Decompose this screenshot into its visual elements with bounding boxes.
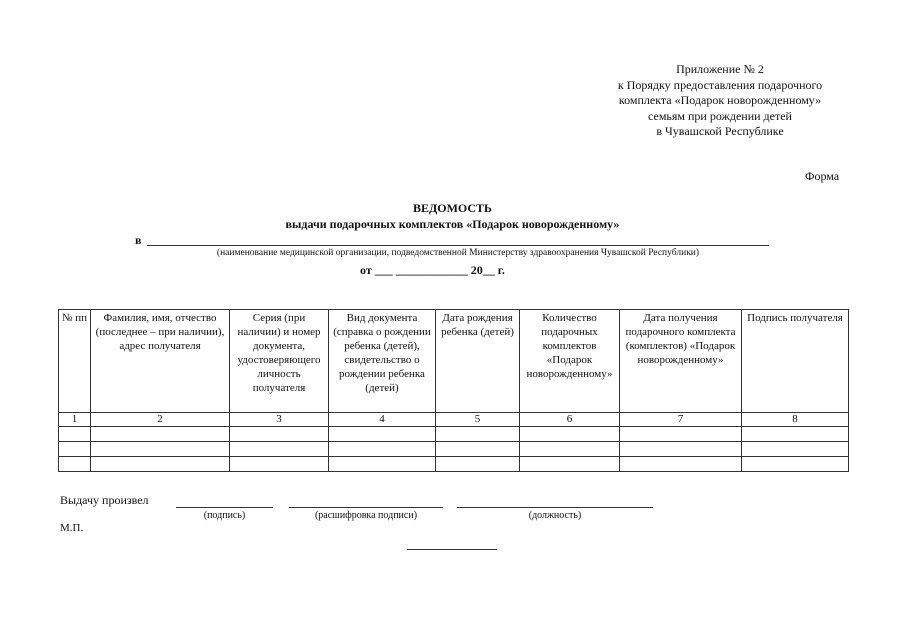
signature-decoding-caption: (расшифровка подписи) [314,510,418,521]
column-number: 7 [620,413,742,427]
appendix-line-4: семьям при рождении детей [648,108,792,123]
header-birth-date: Дата рождения ребенка (детей) [436,310,520,413]
column-number: 4 [329,413,436,427]
column-number: 6 [520,413,620,427]
column-number: 8 [742,413,849,427]
table-cell[interactable] [436,427,520,442]
form-label: Форма [805,169,840,183]
signature-decoding-line[interactable] [289,507,443,508]
table-column-numbers-row [59,413,849,427]
header-id-document: Серия (при наличии) и номер документа, удостоверяющего личность получателя [230,310,329,413]
table-cell[interactable] [742,427,849,442]
date-underline[interactable] [407,549,497,550]
table-header-row [59,310,849,413]
position-caption: (должность) [528,510,582,521]
table-cell[interactable] [230,427,329,442]
table-cell[interactable] [329,457,436,472]
column-number: 5 [436,413,520,427]
organization-field-line[interactable] [147,245,769,246]
table-cell[interactable] [436,442,520,457]
table-cell[interactable] [742,442,849,457]
header-receipt-date: Дата получения подарочного комплекта (комплектов) «Подарок новорожденному» [620,310,742,413]
table-cell[interactable] [91,427,230,442]
header-number: № пп [59,310,91,413]
appendix-line-1: Приложение № 2 [676,62,764,76]
table-cell[interactable] [520,427,620,442]
column-number: 3 [230,413,329,427]
signature-caption: (подпись) [203,510,246,521]
column-number: 1 [59,413,91,427]
table-row [59,442,849,457]
table-cell[interactable] [230,442,329,457]
table-cell[interactable] [329,442,436,457]
organization-caption: (наименование медицинской организации, подведомственной Министерству здравоохранения Чувашской Республики) [216,248,700,258]
header-signature: Подпись получателя [742,310,849,413]
table-cell[interactable] [329,427,436,442]
table-cell[interactable] [520,457,620,472]
column-number: 2 [91,413,230,427]
header-quantity: Количество подарочных комплектов «Подарок новорожденному» [520,310,620,413]
table-cell[interactable] [59,457,91,472]
table-row [59,457,849,472]
table-cell[interactable] [59,427,91,442]
stamp-label: М.П. [60,522,84,534]
vedomost-table [58,309,849,472]
position-line[interactable] [457,507,653,508]
table-cell[interactable] [742,457,849,472]
header-full-name: Фамилия, имя, отчество (последнее – при наличии), адрес получателя [91,310,230,413]
table-row [59,427,849,442]
table-cell[interactable] [59,442,91,457]
appendix-line-5: в Чувашской Республике [656,124,784,138]
table-cell[interactable] [91,442,230,457]
document-title: ВЕДОМОСТЬ [412,201,492,215]
issued-by-label: Выдачу произвел [60,493,149,507]
appendix-line-2: к Порядку предоставления подарочного [617,77,823,92]
table-cell[interactable] [436,457,520,472]
signature-line[interactable] [176,507,273,508]
in-prefix: в [135,233,142,247]
document-subtitle: выдачи подарочных комплектов «Подарок новорожденному» [285,217,620,231]
table-cell[interactable] [620,442,742,457]
table-cell[interactable] [230,457,329,472]
header-document-type: Вид документа (справка о рождении ребенка (детей), свидетельство о рождении ребенка (детей) [329,310,436,413]
table-cell[interactable] [620,457,742,472]
table-cell[interactable] [91,457,230,472]
table-cell[interactable] [620,427,742,442]
table-cell[interactable] [520,442,620,457]
appendix-line-3: комплекта «Подарок новорожденному» [618,93,822,107]
appendix-block [560,62,880,140]
date-line: от ___ ____________ 20__ г. [360,263,505,277]
